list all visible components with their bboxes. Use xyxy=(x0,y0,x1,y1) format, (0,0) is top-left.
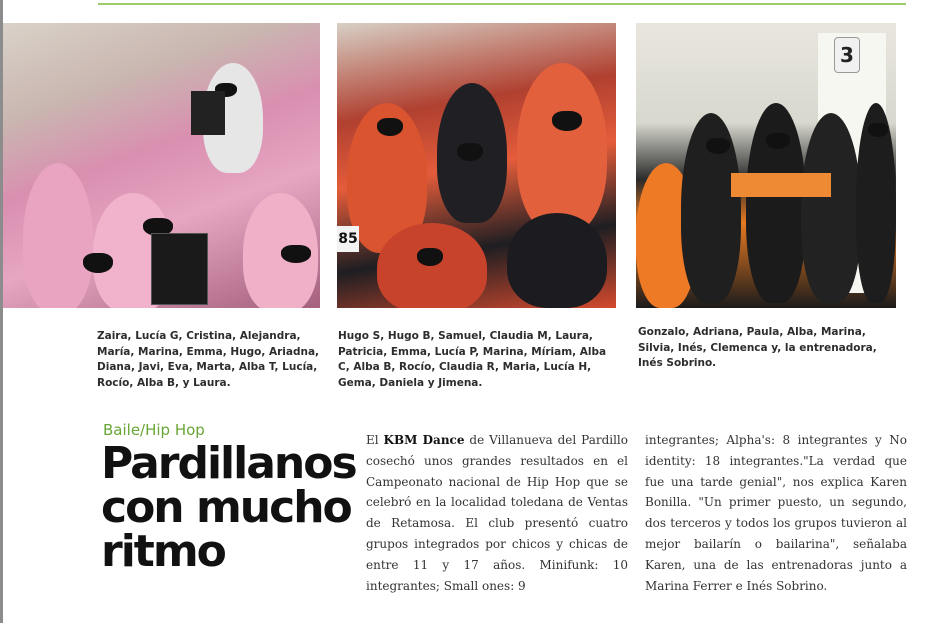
face-mask xyxy=(766,133,790,149)
face-mask xyxy=(457,143,483,161)
door-number: 3 xyxy=(834,37,860,73)
face-mask xyxy=(83,253,113,273)
article-headline: Pardillanos con mucho ritmo xyxy=(101,438,356,577)
face-mask xyxy=(417,248,443,266)
article-column-2: integrantes; Alpha's: 8 integrantes y No identity: 18 integrantes."La verdad que fue una tarde genial", nos explica Karen Bonilla. "Un primer puesto, un segundo, dos terceros y todos los grupos tuvieron al mejor bailarín o bailarina", señalaba Karen, una de las entrenadoras junto a Marina Ferrer e Inés Sobrino. xyxy=(645,433,907,593)
top-divider xyxy=(98,3,906,5)
face-mask xyxy=(281,245,311,263)
dancer-figure xyxy=(801,113,861,303)
diploma-frame xyxy=(191,91,225,135)
club-name: KBM Dance xyxy=(383,433,465,447)
section-label: Baile/Hip Hop xyxy=(103,421,205,439)
face-mask xyxy=(552,111,582,131)
team-photo-1 xyxy=(3,23,320,308)
face-mask xyxy=(706,138,730,154)
bib-number: 85 xyxy=(337,226,359,252)
diploma-frame xyxy=(151,233,208,305)
face-mask xyxy=(868,123,888,137)
body-text: El xyxy=(366,433,384,447)
team-photo-2 xyxy=(337,23,616,308)
dancer-figure xyxy=(23,163,93,308)
team-photo-3 xyxy=(636,23,896,308)
dancer-figure xyxy=(507,213,607,308)
face-mask xyxy=(377,118,403,136)
article-column-1 xyxy=(366,430,628,596)
photo-2-caption: Hugo S, Hugo B, Samuel, Claudia M, Laura, Patricia, Emma, Lucía P, Marina, Míriam, Alba C, Alba B, Rocío, Claudia R, Maria, Lucía H, Gema, Daniela y Jimena. xyxy=(338,330,607,389)
photo-1-caption: Zaira, Lucía G, Cristina, Alejandra, María, Marina, Emma, Hugo, Ariadna, Diana, Javi, Eva, Marta, Alba T, Lucía, Rocío, Alba B, y Laura. xyxy=(97,330,320,389)
dancer-figure xyxy=(517,63,607,233)
orange-stripe xyxy=(731,173,831,197)
photo-3-caption: Gonzalo, Adriana, Paula, Alba, Marina, Silvia, Inés, Clemenca y, la entrenadora, Inés Sobrino. xyxy=(638,326,877,369)
body-text: de Villanueva del Pardillo cosechó unos grandes resultados en el Campeonato nacional de Hip Hop que se celebró en la localidad toledana de Ventas de Retamosa. El club presentó cuatro grupos integrados por chicos y chicas de entre 11 y 17 años. Minifunk: 10 integrantes; Small ones: 9 xyxy=(366,433,628,593)
